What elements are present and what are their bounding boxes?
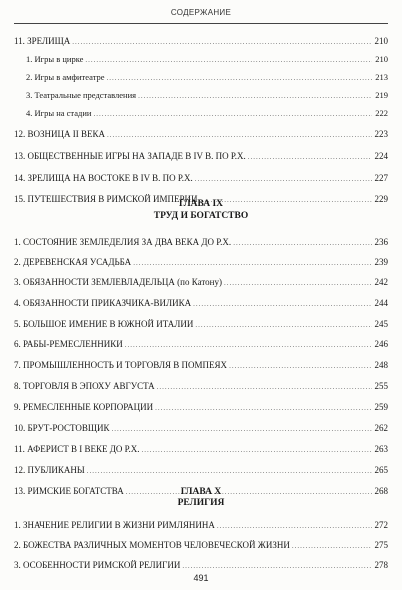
- toc-entry[interactable]: [14, 519, 388, 531]
- toc-subentry[interactable]: [14, 89, 388, 101]
- toc-entry-page: 210: [375, 54, 388, 64]
- toc-entry-label: 1. Игры в цирке: [26, 54, 84, 64]
- toc-entry-label: 13. ОБЩЕСТВЕННЫЕ ИГРЫ НА ЗАПАДЕ В IV В. ПО Р.Х.: [14, 151, 246, 161]
- toc-entry[interactable]: [14, 443, 388, 455]
- toc-entry-page: 246: [374, 339, 388, 349]
- toc-entry-page: 210: [374, 36, 388, 46]
- dot-leader: [155, 402, 372, 414]
- toc-entry-label: 8. ТОРГОВЛЯ В ЭПОХУ АВГУСТА: [14, 381, 155, 391]
- dot-leader: [85, 54, 372, 66]
- toc-entry-page: 259: [374, 402, 388, 412]
- toc-entry[interactable]: [14, 380, 388, 392]
- toc-entry-label: 11. ЗРЕЛИЩА: [14, 36, 71, 46]
- toc-entry[interactable]: [14, 539, 388, 551]
- dot-leader: [195, 319, 372, 331]
- toc-entry-page: 265: [374, 465, 388, 475]
- toc-entry-page: 239: [374, 257, 388, 267]
- toc-entry[interactable]: [14, 128, 388, 140]
- running-header: СОДЕРЖАНИЕ: [170, 8, 232, 17]
- toc-entry-page: 244: [374, 298, 388, 308]
- toc-entry-label: 2. БОЖЕСТВА РАЗЛИЧНЫХ МОМЕНТОВ ЧЕЛОВЕЧЕСКОЙ ЖИЗНИ: [14, 540, 290, 550]
- dot-leader: [107, 72, 372, 84]
- toc-entry-label: 13. РИМСКИЕ БОГАТСТВА: [14, 486, 124, 496]
- dot-leader: [125, 339, 372, 351]
- toc-entry-page: 223: [374, 129, 388, 139]
- page-number: 491: [193, 573, 209, 583]
- toc-entry[interactable]: [14, 297, 388, 309]
- toc-entry[interactable]: [14, 464, 388, 476]
- toc-subentry[interactable]: [14, 107, 388, 119]
- toc-group-c: [14, 519, 388, 571]
- chapter-x-title: РЕЛИГИЯ: [177, 498, 225, 508]
- toc-entry-label: 3. ОСОБЕННОСТИ РИМСКОЙ РЕЛИГИИ: [14, 560, 181, 570]
- toc-entry-page: 242: [374, 277, 388, 287]
- toc-subentry[interactable]: [14, 53, 388, 65]
- chapter-ix-number: ГЛАВА IX: [178, 199, 224, 209]
- toc-entry-label: 3. ОБЯЗАННОСТИ ЗЕМЛЕВЛАДЕЛЬЦА (по Катону): [14, 277, 222, 287]
- toc-entry-label: 14. ЗРЕЛИЩА НА ВОСТОКЕ В IV В. ПО Р.Х.: [14, 173, 193, 183]
- toc-entry-page: 248: [374, 360, 388, 370]
- dot-leader: [217, 520, 372, 532]
- chapter-x-number: ГЛАВА X: [180, 487, 222, 497]
- toc-entry-label: 2. Игры в амфитеатре: [26, 72, 105, 82]
- dot-leader: [141, 444, 372, 456]
- dot-leader: [229, 360, 372, 372]
- toc-entry-page: 263: [374, 444, 388, 454]
- toc-entry-page: 213: [375, 72, 388, 82]
- toc-entry[interactable]: [14, 559, 388, 571]
- toc-entry-page: 275: [374, 540, 388, 550]
- toc-entry-label: 15. ПУТЕШЕСТВИЯ В РИМСКОЙ ИМПЕРИИ: [14, 194, 198, 204]
- toc-entry-label: 5. БОЛЬШОЕ ИМЕНИЕ В ЮЖНОЙ ИТАЛИИ: [14, 319, 194, 329]
- toc-entry-page: 222: [375, 108, 388, 118]
- toc-entry-label: 11. АФЕРИСТ В I ВЕКЕ ДО Р.Х.: [14, 444, 140, 454]
- toc-entry-label: 12. ПУБЛИКАНЫ: [14, 465, 85, 475]
- toc-entry[interactable]: [14, 172, 388, 184]
- chapter-ix-title: ТРУД И БОГАТСТВО: [153, 211, 249, 221]
- dot-leader: [292, 540, 372, 552]
- dot-leader: [72, 36, 372, 48]
- toc-entry-label: 4. ОБЯЗАННОСТИ ПРИКАЗЧИКА-ВИЛИКА: [14, 298, 192, 308]
- dot-leader: [138, 90, 372, 102]
- toc-entry[interactable]: [14, 359, 388, 371]
- toc-entry-page: 272: [374, 520, 388, 530]
- toc-entry-label: 1. ЗНАЧЕНИЕ РЕЛИГИИ В ЖИЗНИ РИМЛЯНИНА: [14, 520, 215, 530]
- dot-leader: [93, 108, 372, 120]
- dot-leader: [195, 173, 372, 185]
- toc-entry[interactable]: [14, 236, 388, 248]
- toc-entry[interactable]: [14, 256, 388, 268]
- dot-leader: [133, 257, 372, 269]
- toc-group-b: [14, 236, 388, 497]
- dot-leader: [182, 560, 372, 572]
- toc-entry-label: 2. ДЕРЕВЕНСКАЯ УСАДЬБА: [14, 257, 132, 267]
- toc-entry-page: 229: [374, 194, 388, 204]
- toc-entry[interactable]: [14, 150, 388, 162]
- toc-entry-page: 278: [374, 560, 388, 570]
- toc-entry-page: 255: [374, 381, 388, 391]
- toc-entry-page: 224: [374, 151, 388, 161]
- dot-leader: [87, 465, 372, 477]
- toc-entry-page: 262: [374, 423, 388, 433]
- toc-entry[interactable]: [14, 276, 388, 288]
- toc-entry-label: 3. Театральные представления: [26, 90, 137, 100]
- toc-group-a: [14, 35, 388, 205]
- toc-entry-label: 7. ПРОМЫШЛЕННОСТЬ И ТОРГОВЛЯ В ПОМПЕЯХ: [14, 360, 228, 370]
- toc-entry-page: 219: [375, 90, 388, 100]
- dot-leader: [248, 151, 372, 163]
- dot-leader: [233, 237, 372, 249]
- toc-entry-label: 6. РАБЫ-РЕМЕСЛЕННИКИ: [14, 339, 123, 349]
- header-rule: [14, 23, 388, 24]
- dot-leader: [107, 129, 372, 141]
- toc-entry-label: 9. РЕМЕСЛЕННЫЕ КОРПОРАЦИИ: [14, 402, 154, 412]
- toc-entry-page: 236: [374, 237, 388, 247]
- toc-subentry[interactable]: [14, 71, 388, 83]
- toc-entry[interactable]: [14, 35, 388, 47]
- toc-entry-label: 1. СОСТОЯНИЕ ЗЕМЛЕДЕЛИЯ ЗА ДВА ВЕКА ДО Р.Х.: [14, 237, 232, 247]
- toc-entry[interactable]: [14, 338, 388, 350]
- toc-entry-page: 245: [374, 319, 388, 329]
- toc-entry-label: 10. БРУТ-РОСТОВЩИК: [14, 423, 110, 433]
- toc-entry[interactable]: [14, 318, 388, 330]
- toc-entry[interactable]: [14, 422, 388, 434]
- dot-leader: [193, 298, 372, 310]
- toc-entry-page: 227: [374, 173, 388, 183]
- dot-leader: [112, 423, 372, 435]
- toc-entry[interactable]: [14, 401, 388, 413]
- dot-leader: [157, 381, 372, 393]
- toc-entry-label: 12. ВОЗНИЦА II ВЕКА: [14, 129, 106, 139]
- dot-leader: [224, 277, 372, 289]
- toc-entry-page: 268: [374, 486, 388, 496]
- toc-entry-label: 4. Игры на стадии: [26, 108, 92, 118]
